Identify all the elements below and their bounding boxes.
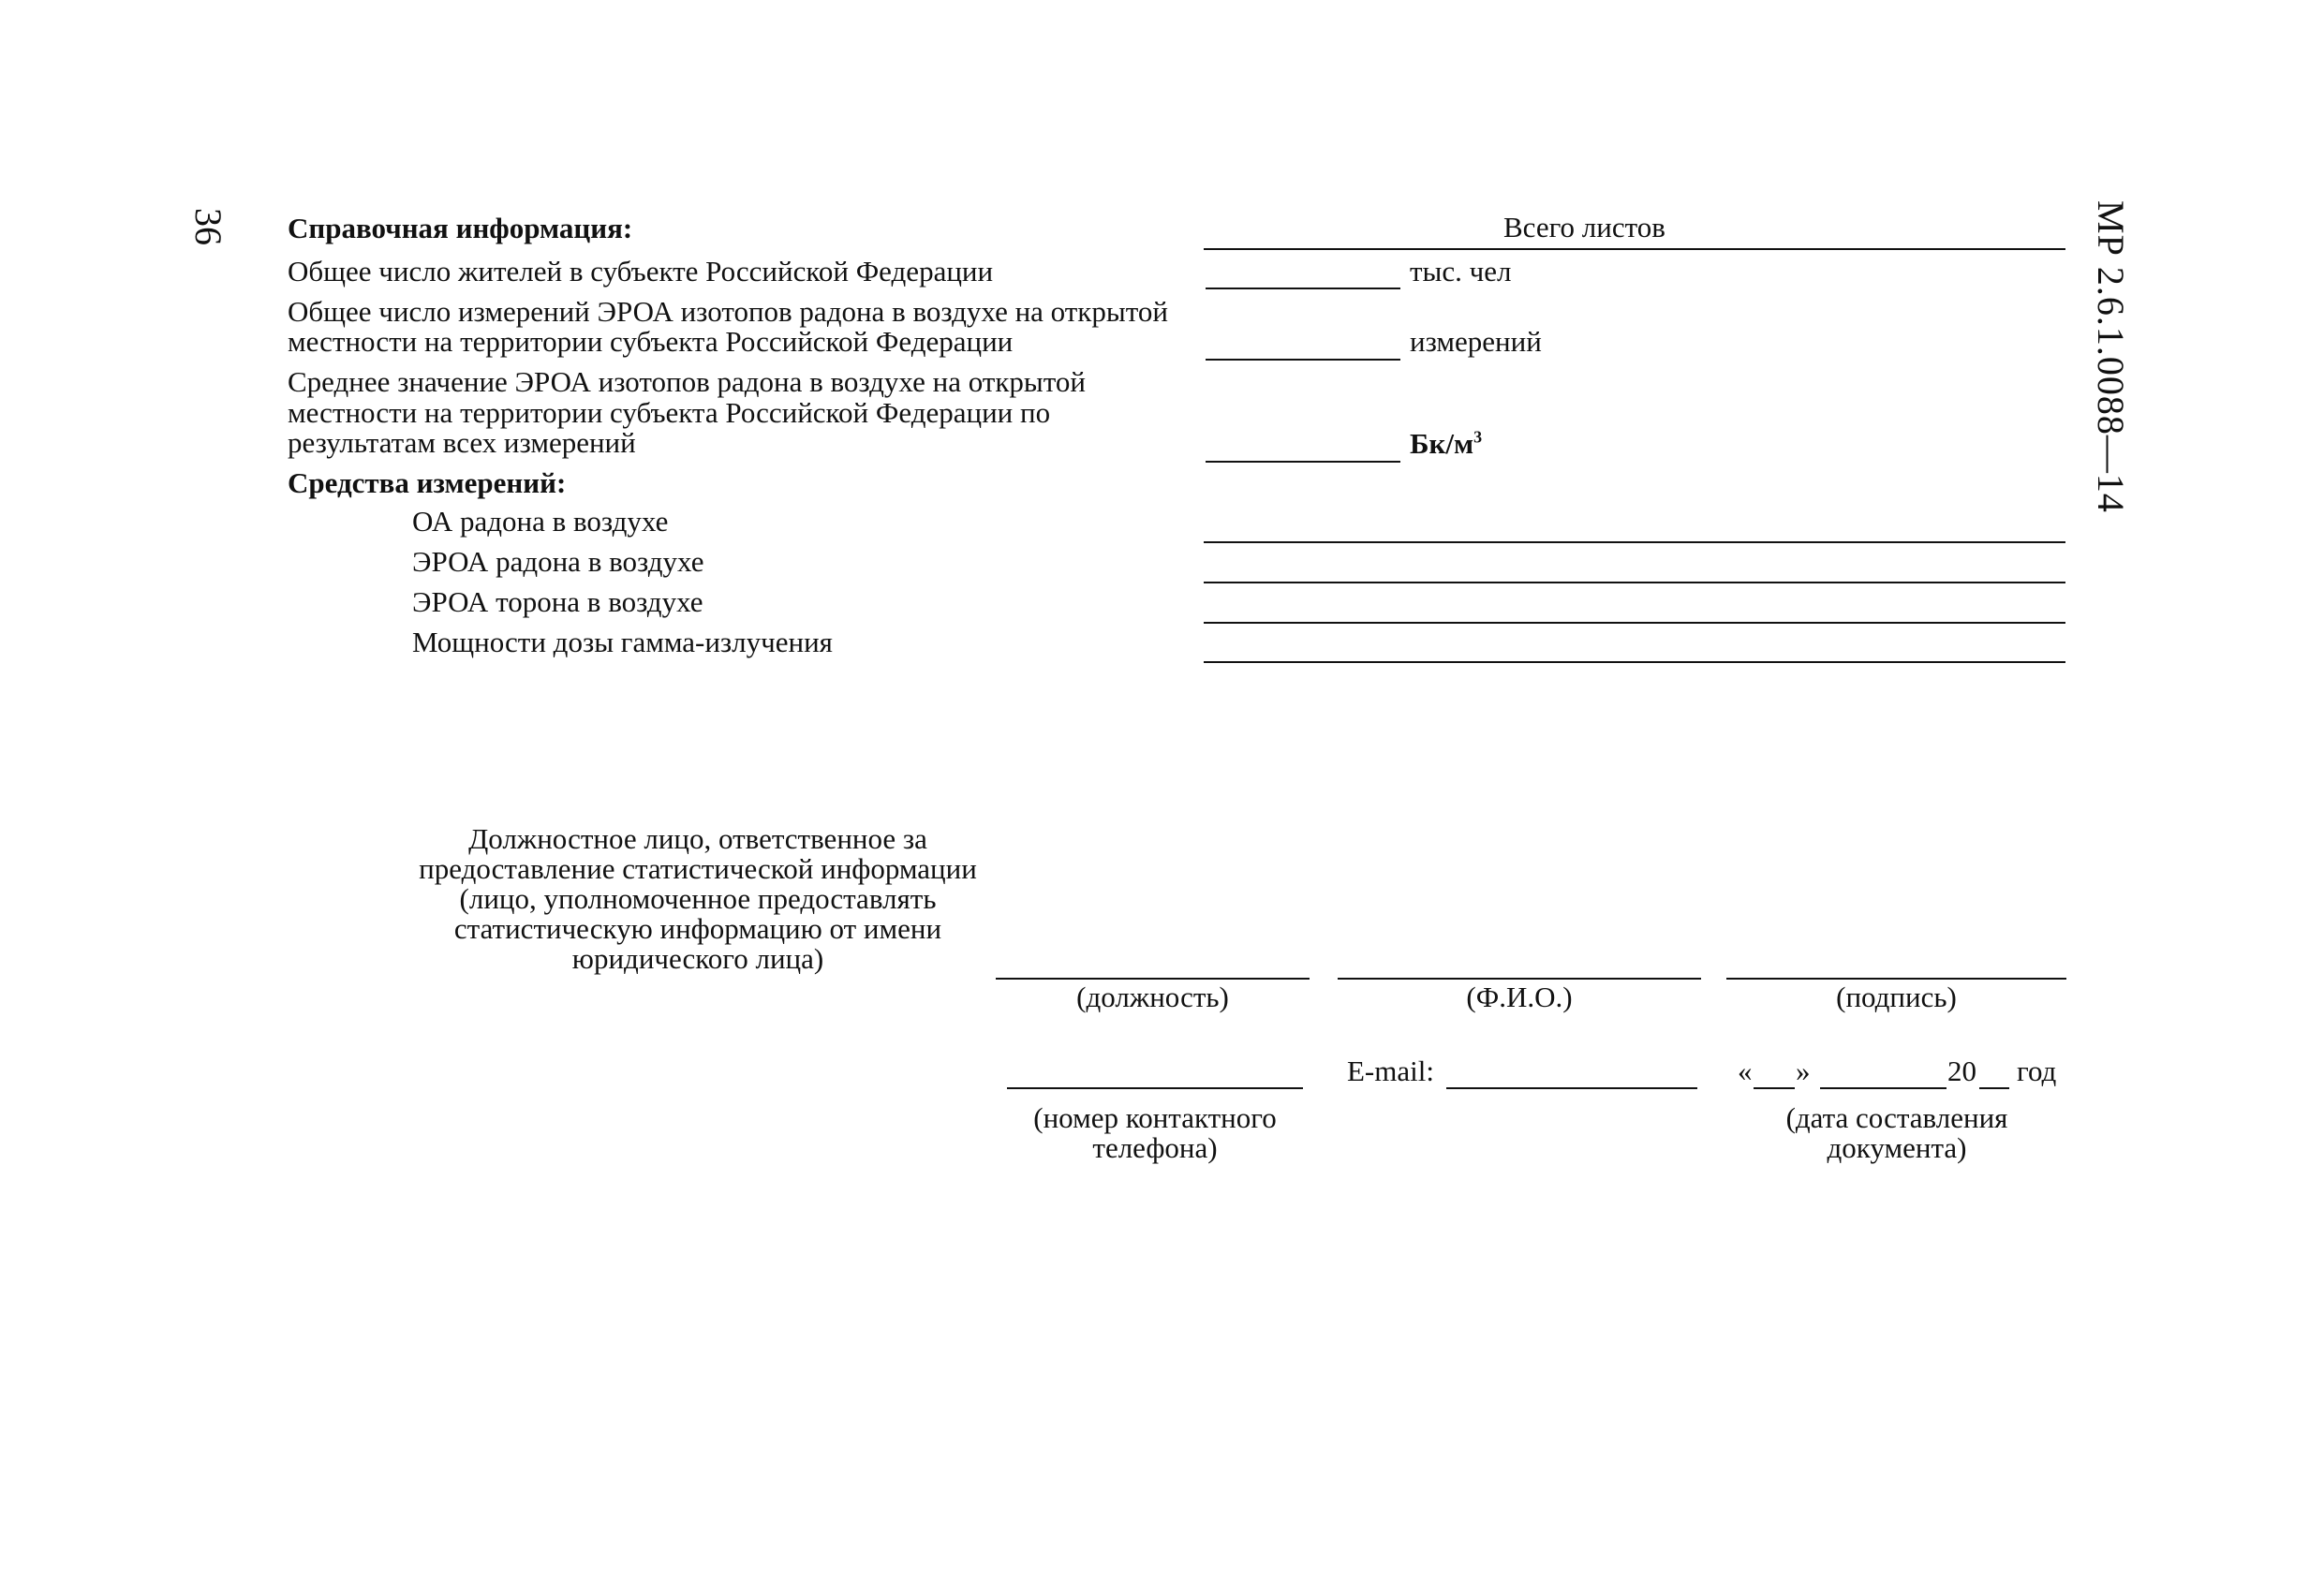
date-close-quote: » [1796,1055,1811,1087]
position-caption: (должность) [1076,981,1229,1013]
total-sheets-line[interactable] [1204,248,2065,250]
phone-field[interactable] [1007,1087,1303,1089]
measurements-count-field[interactable] [1206,359,1400,361]
residents-field[interactable] [1206,288,1400,289]
date-year-word: год [2017,1055,2057,1087]
instrument-item: ОА радона в воздухе [412,505,669,538]
measurements-count-label-2: местности на территории субъекта Российской Федерации [288,325,1014,358]
instrument-field[interactable] [1204,622,2065,624]
instrument-field[interactable] [1204,541,2065,543]
average-value-unit: $Бк/м^3$ [1410,427,1483,460]
instrument-field[interactable] [1204,661,2065,663]
measurements-count-label: Общее число измерений ЭРОА изотопов радона в воздухе на открытой [288,295,1168,328]
signature-caption: (подпись) [1836,981,1957,1013]
official-text-line: статистическую информацию от имени [453,912,942,945]
date-century: 20 [1947,1055,1976,1087]
date-caption [1742,1103,2051,1163]
phone-caption-line: телефона) [1092,1131,1218,1164]
date-caption-line: (дата составления [1785,1101,2008,1134]
residents-label: Общее число жителей в субъекте Российской Федерации [288,255,994,288]
average-value-label-3: результатам всех измерений [288,426,636,459]
average-value-label: Среднее значение ЭРОА изотопов радона в воздухе на открытой [288,365,1086,398]
official-text [403,824,993,974]
instruments-heading: Средства измерений: [288,466,567,499]
phone-caption-line: (номер контактного [1033,1101,1277,1134]
instrument-item: ЭРОА торона в воздухе [412,585,703,618]
instrument-field[interactable] [1204,582,2065,583]
official-text-line: (лицо, уполномоченное предоставлять [459,882,937,915]
instrument-item: Мощности дозы гамма-излучения [412,626,833,658]
email-field[interactable] [1446,1087,1697,1089]
email-label: E-mail: [1347,1055,1434,1087]
position-field[interactable] [996,978,1310,980]
phone-caption [996,1103,1314,1163]
official-text-line: юридического лица) [571,942,824,975]
name-field[interactable] [1338,978,1701,980]
average-value-label-2: местности на территории субъекта Российской Федерации по [288,396,1051,429]
official-text-line: предоставление статистической информации [419,852,977,885]
instrument-item: ЭРОА радона в воздухе [412,545,704,578]
date-open-quote: « [1738,1055,1753,1087]
residents-unit: тыс. чел [1410,255,1512,288]
measurements-count-unit: измерений [1410,325,1542,358]
total-sheets-label: Всего листов [1503,211,1665,243]
date-month-field[interactable] [1820,1087,1947,1089]
official-text-line: Должностное лицо, ответственное за [468,822,927,855]
reference-heading: Справочная информация: [288,212,633,244]
signature-field[interactable] [1726,978,2066,980]
date-year-field[interactable] [1979,1087,2009,1089]
page-number: 36 [187,208,229,245]
average-value-field[interactable] [1206,461,1400,463]
document-code: МР 2.6.1.0088—14 [2090,200,2132,513]
date-day-field[interactable] [1754,1087,1795,1089]
name-caption: (Ф.И.О.) [1466,981,1573,1013]
date-caption-line: документа) [1827,1131,1967,1164]
